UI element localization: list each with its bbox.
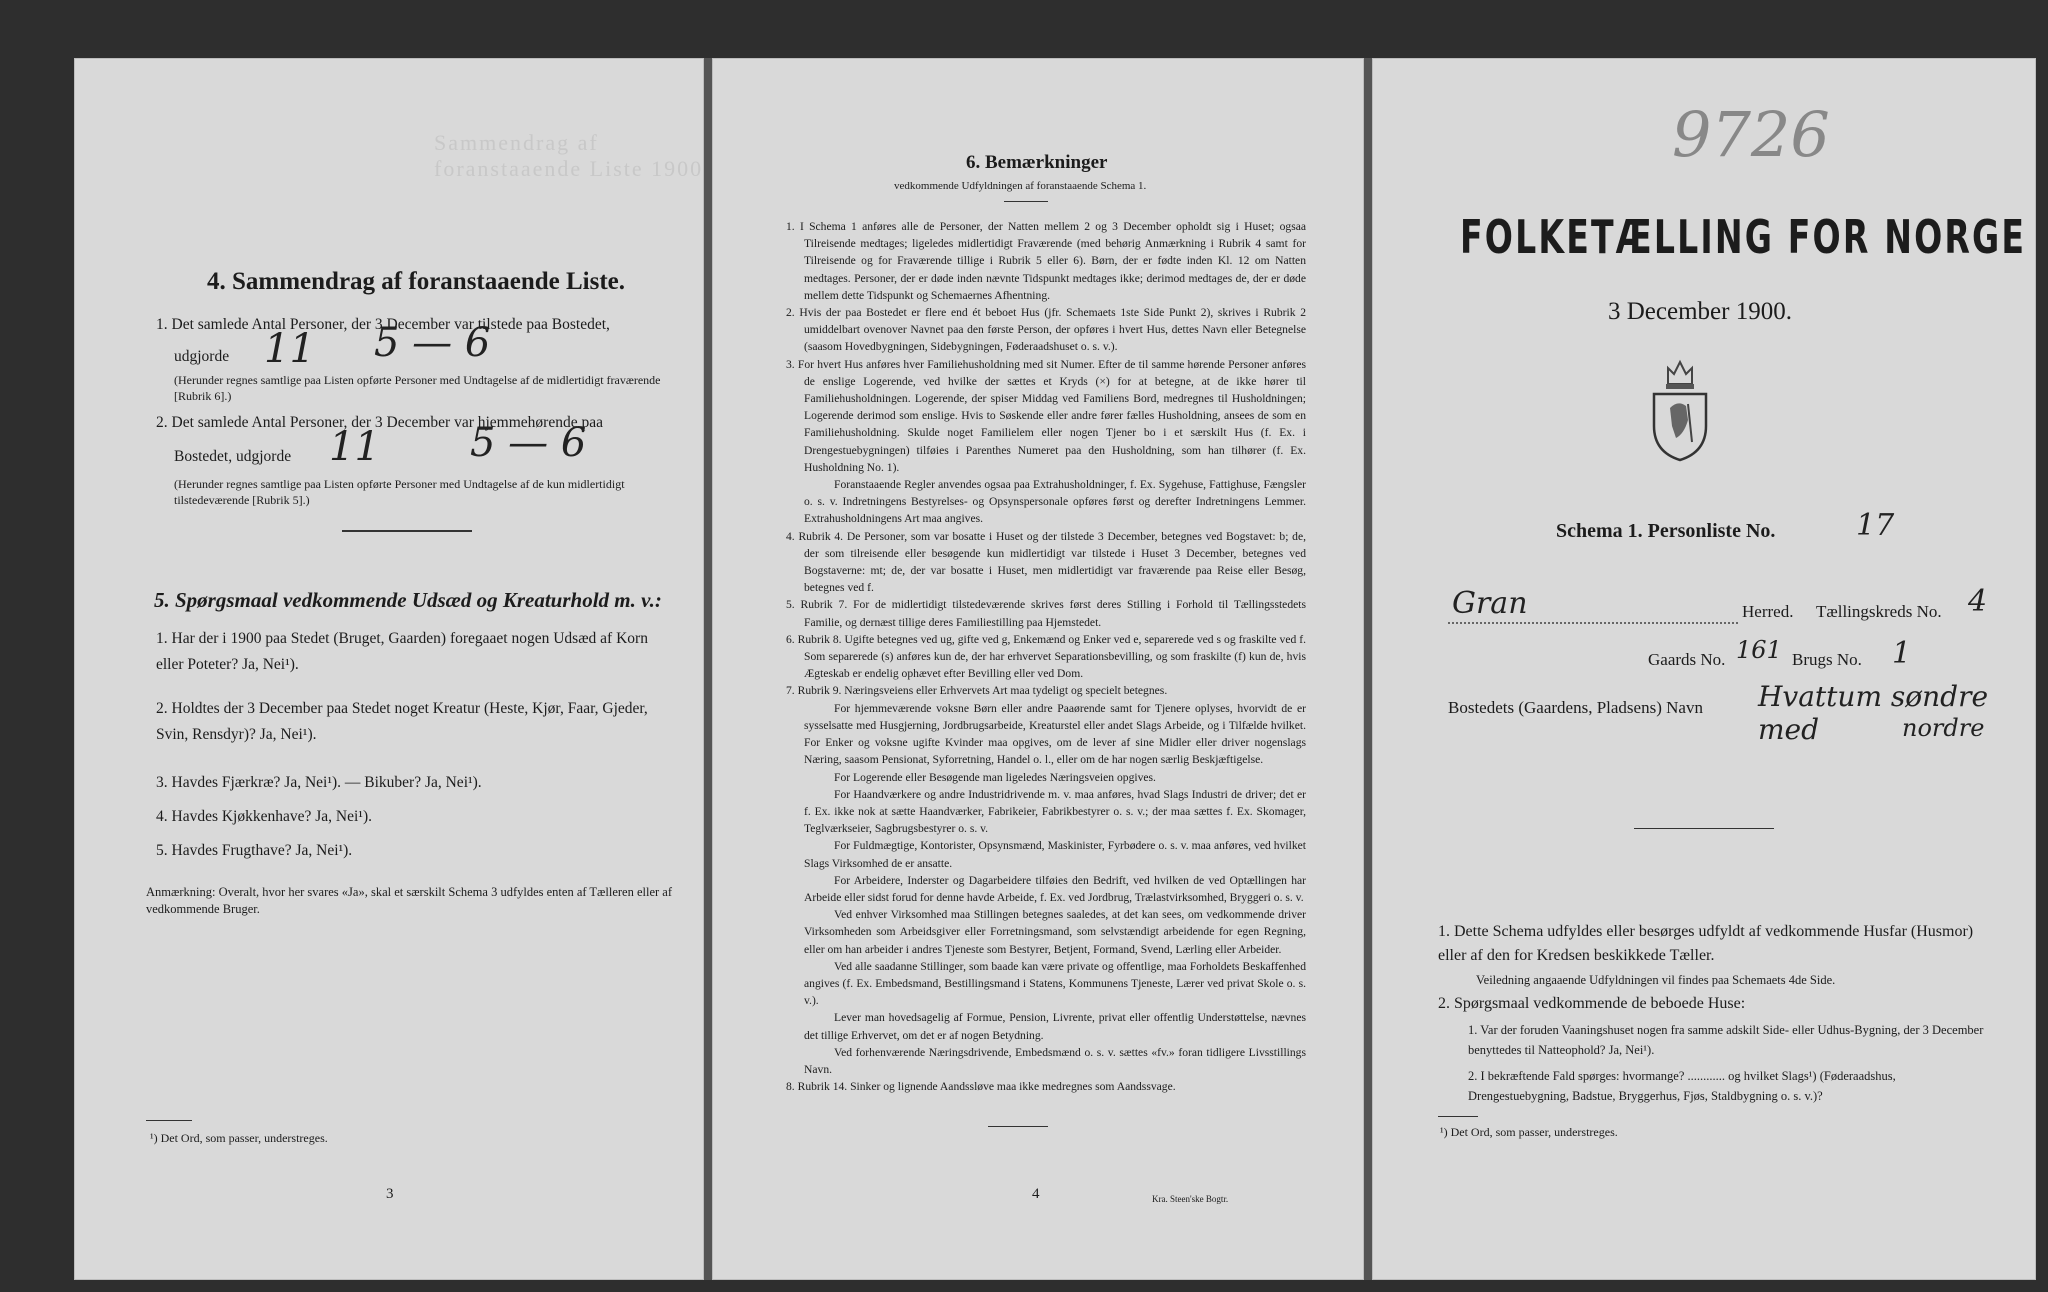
kreds-label: Tællingskreds No. [1816,602,1942,621]
remark-7-h: Lever man hovedsagelig af Formue, Pension, Livrente, privat eller offentlig Understøttelse, nævnes det tillige Erhvervet, om det er af nogen Betydning. [804,1011,1306,1042]
kreds-handwritten: 4 [1968,584,1988,619]
herred-handwritten: Gran [1452,586,1528,621]
divider [342,530,472,532]
printer-imprint: Kra. Steen'ske Bogtr. [1152,1194,1229,1204]
remark-7-i: Ved forhenværende Næringsdrivende, Embedsmænd o. s. v. sættes «fv.» foran tidligere Livsstillings Navn. [804,1045,1306,1076]
divider [1634,828,1774,829]
remark-4: 4. Rubrik 4. De Personer, som var bosatte i Huset og der tilstede 3 December, betegnes ved Bogstavet: b; de, der som tilreisende eller besøgende kun midlertidigt var tilstede i Huset 3 December, betegnes ved Bogstaverne: mt; de, der var bosatte i Huset, men midlertidigt var fraværende paa Reise eller Besøg, betegnes ved f. [786,529,1306,595]
page-middle [712,58,1364,1280]
personliste-number-handwritten: 17 [1856,508,1895,543]
gaard-label: Gaards No. [1648,650,1726,669]
remark-7-a: For hjemmeværende voksne Børn eller andre Paaørende samt for Tjenere oplyses, hvorvidt de er sysselsatte med Husgjerning, Jordbrugsarbeide, Kreaturstel eller andet Slags Arbeide, og i Tilfælde hvilket. For Enker og voksne ugifte Kvinder maa opgives, om de lever af sine Midler eller driver nogenslags Næring, saasom Pensionat, Syforretning, Handel o. l., eller om de har nogen særlig Beskjæftigelse. [804,701,1306,767]
section4-item2-line2: Bostedet, udgjorde [174,448,292,465]
remark-5: 5. Rubrik 7. For de midlertidigt tilstedeværende skrives først deres Stilling i Forhold til Tællingsstedets Familie, og dernæst tillige deres Familiestilling paa Hjemstedet. [786,598,1306,629]
section4-item1-note: (Herunder regnes samtlige paa Listen opførte Personer med Undtagelse af de midlertidigt fraværende [Rubrik 6].) [174,373,661,403]
item2-split-handwritten: 5 — 6 [470,420,587,466]
title-rule [1004,201,1048,202]
footnote-rule [146,1120,192,1121]
bosted-handwritten: Hvattum søndre med [1758,680,1989,746]
item1-split-handwritten: 5 — 6 [374,320,491,366]
bosted-label: Bostedets (Gaardens, Pladsens) Navn [1448,698,1703,717]
item1-total-handwritten: 11 [264,326,315,372]
census-date: 3 December 1900. [1608,298,1792,325]
section5-q5: 5. Havdes Frugthave? Ja, Nei¹). [156,842,353,859]
herred-label: Herred. [1742,602,1794,621]
item2-total-handwritten: 11 [329,424,380,470]
remark-7-f: Ved enhver Virksomhed maa Stillingen betegnes saaledes, at det kan sees, om vedkommende driver Virksomheden som Arbeidsgiver eller Forretningsmand, som selvstændigt arbeidende for egen Regning, eller om han arbeider i andres Tjeneste som Bestyrer, Betjent, Formand, Svend, Lærling eller Arbeider. [804,908,1306,956]
instruction-1-note: Veiledning angaaende Udfyldningen vil findes paa Schemaets 4de Side. [1476,973,1836,987]
remark-7: 7. Rubrik 9. Næringsveiens eller Erhvervets Art maa tydeligt og specielt betegnes. [786,684,1168,698]
footnote-rule [1438,1116,1478,1117]
remark-3: 3. For hvert Hus anføres hver Familiehusholdning med sit Numer. Efter de til samme hørende Personer anføres de enslige Logerende, ved hvilke der sættes et Kryds (×) for at betegne, at de ikke hører til Familiehusholdningen. Logerende, der spiser Middag ved Familiens Bord, medregnes til Husholdningen; Logerende derimod som enslige. Hvis to Søskende eller andre fører fælles Husholdning, ansees de som en Familiehusholdning. Skulde noget Familielem eller nogen Tjener bo i et særskilt Hus (f. Ex. i Drengestuebygningen) tilføies i Parenthes Numeret paa den Husholdning, som han tilhører (f. Ex. Husholdning No. 1). [786,357,1306,474]
instruction-2-q1: 1. Var der foruden Vaaningshuset nogen fra samme adskilt Side- eller Udhus-Bygning, der 3 December benyttedes til Natteophold? Ja, Nei¹). [1468,1023,1984,1057]
remark-7-d: For Fuldmægtige, Kontorister, Opsynsmænd, Maskinister, Fyrbødere o. s. v. maa anføres, ved hvilket Slags Virksomhed de er ansatte. [804,839,1306,870]
remark-7-b: For Logerende eller Besøgende man ligeledes Næringsveien opgives. [834,770,1156,784]
section5-q2: 2. Holdtes der 3 December paa Stedet noget Kreatur (Heste, Kjør, Faar, Gjeder, Svin, Rensdyr)? Ja, Nei¹). [156,700,648,743]
page-right [1372,58,2036,1280]
section5-q4: 4. Havdes Kjøkkenhave? Ja, Nei¹). [156,808,372,825]
footnote: ¹) Det Ord, som passer, understreges. [150,1131,328,1145]
brug-label: Brugs No. [1792,650,1862,669]
remark-3-extra: Foranstaaende Regler anvendes ogsaa paa Extrahusholdninger, f. Ex. Sygehuse, Fattighuse, Fængsler o. s. v. Indretningens Bestyrelses- og Opsynspersonale opføres først og derefter Indretningens Lemmer. Extrahusholdningens Art maa angives. [804,478,1306,526]
section5-q1: 1. Har der i 1900 paa Stedet (Bruget, Gaarden) foregaaet nogen Udsæd af Korn eller Poteter? Ja, Nei¹). [156,630,648,673]
remark-7-e: For Arbeidere, Inderster og Dagarbeidere tilføies den Bedrift, ved hvilken de ved Optællingen har Arbeide eller sidst forud for denne havde Arbeide, f. Ex. ved Jordbrug, Trælastvirksomhed, Bryggeri o. s. v. [804,873,1306,904]
end-rule [988,1126,1048,1127]
remark-6: 6. Rubrik 8. Ugifte betegnes ved ug, gifte ved g, Enkemænd og Enker ved e, separerede ved s og fraskilte ved f. Som separerede (s) anføres kun de, der har erhvervet Separationsbevilling, og som fraskilte (f) kun de, hvis Ægteskab er endelig ophævet efter Bevilling eller ved Dom. [786,632,1306,681]
remark-7-c: For Haandværkere og andre Industridrivende m. v. maa anføres, hvad Slags Industri de driver; det er f. Ex. ikke nok at sætte Haandværker, Fabrikeier, Fabrikbestyrer o. s. v.; der maa sættes f. Ex. Skomager, Teglværkseier, Sagbrugsbestyrer o. s. v. [804,787,1306,836]
remarks-body [786,218,1306,1095]
gaard-handwritten: 161 [1736,636,1782,664]
remark-8: 8. Rubrik 14. Sinker og lignende Aandssløve maa ikke medregnes som Aandssvage. [786,1080,1176,1094]
page-fold [704,58,712,1280]
remark-7-g: Ved alle saadanne Stillinger, som baade kan være private og offentlige, maa Forholdets Beskaffenhed angives (f. Ex. Embedsmand, Bestillingsmand i Statens, Kommunens Tjeneste, Lærer ved privat Skole o. s. v.). [804,959,1306,1008]
remarks-title: 6. Bemærkninger [966,152,1108,173]
census-title: FOLKETÆLLING FOR NORGE [1460,210,2027,264]
section5-title: 5. Spørgsmaal vedkommende Udsæd og Kreaturhold m. v.: [154,588,662,612]
footnote: ¹) Det Ord, som passer, understreges. [1440,1125,1618,1139]
instruction-2: 2. Spørgsmaal vedkommende de beboede Huse: [1438,995,1746,1012]
section4-item2-note: (Herunder regnes samtlige paa Listen opførte Personer med Undtagelse af de kun midlertidigt tilstedeværende [Rubrik 5].) [174,477,625,507]
section4-item1-line1: 1. Det samlede Antal Personer, der 3 December var tilstede paa Bostedet, [156,316,610,333]
page-left [74,58,704,1280]
coat-of-arms-icon [1648,354,1712,464]
remarks-subtitle: vedkommende Udfyldningen af foranstaaende Schema 1. [894,180,1147,192]
page-number: 4 [1032,1186,1040,1202]
remark-2: 2. Hvis der paa Bostedet er flere end ét beboet Hus (jfr. Schemaets 1ste Side Punkt 2), skrives i Rubrik 2 umiddelbart ovenover Navnet paa den første Person, der opføres i hvert Hus, dettes Navn eller Betegnelse (saasom Hovedbygningen, Sidebygningen, Føderaadshuset o. s. v.). [786,306,1306,354]
schema-label: Schema 1. Personliste No. [1556,520,1776,542]
section4-item2-line1: 2. Det samlede Antal Personer, der 3 December var hjemmehørende paa [156,414,603,431]
section4-item1-line2: udgjorde [174,348,230,365]
section4-title: 4. Sammendrag af foranstaaende Liste. [207,268,626,295]
bosted-handwritten-2: nordre [1902,714,1985,742]
section5-note: Anmærkning: Overalt, hvor her svares «Ja», skal et særskilt Schema 3 udfyldes enten af Tælleren eller af vedkommende Bruger. [146,885,673,916]
page-number: 3 [386,1186,394,1202]
brug-handwritten: 1 [1892,636,1912,671]
section5-q3: 3. Havdes Fjærkræ? Ja, Nei¹). — Bikuber? Ja, Nei¹). [156,774,482,791]
page-fold [1364,58,1372,1280]
instruction-1: 1. Dette Schema udfyldes eller besørges udfyldt af vedkommende Husfar (Husmor) eller af den for Kredsen beskikkede Tæller. [1438,923,1974,964]
ghost-text: Sammendrag af foranstaaende Liste 1900 [434,130,704,181]
remark-1: 1. I Schema 1 anføres alle de Personer, der Natten mellem 2 og 3 December opholdt sig i Huset; ogsaa Tilreisende medtages; ligeledes midlertidigt Fraværende (med behørig Anmærkning i Rubrik 4 samt for Tilreisende og for Fraværende tillige i Rubrik 5 eller 6). Børn, der er fødte inden Kl. 12 om Natten medtages. Personer, der er døde inden nævnte Tidspunkt medtages ikke; derimod medtages de, der er døde mellem dette Tidspunkt og Schemaernes Afhentning. [786,220,1306,302]
instruction-2-q2: 2. I bekræftende Fald spørges: hvormange? ............ og hvilket Slags¹) (Føderaadshus, Drengestuebygning, Badstue, Bryggerhus, Fjøs, Staldbygning o. s. v.)? [1468,1069,1896,1103]
archive-number-handwritten: 9726 [1672,98,1830,171]
